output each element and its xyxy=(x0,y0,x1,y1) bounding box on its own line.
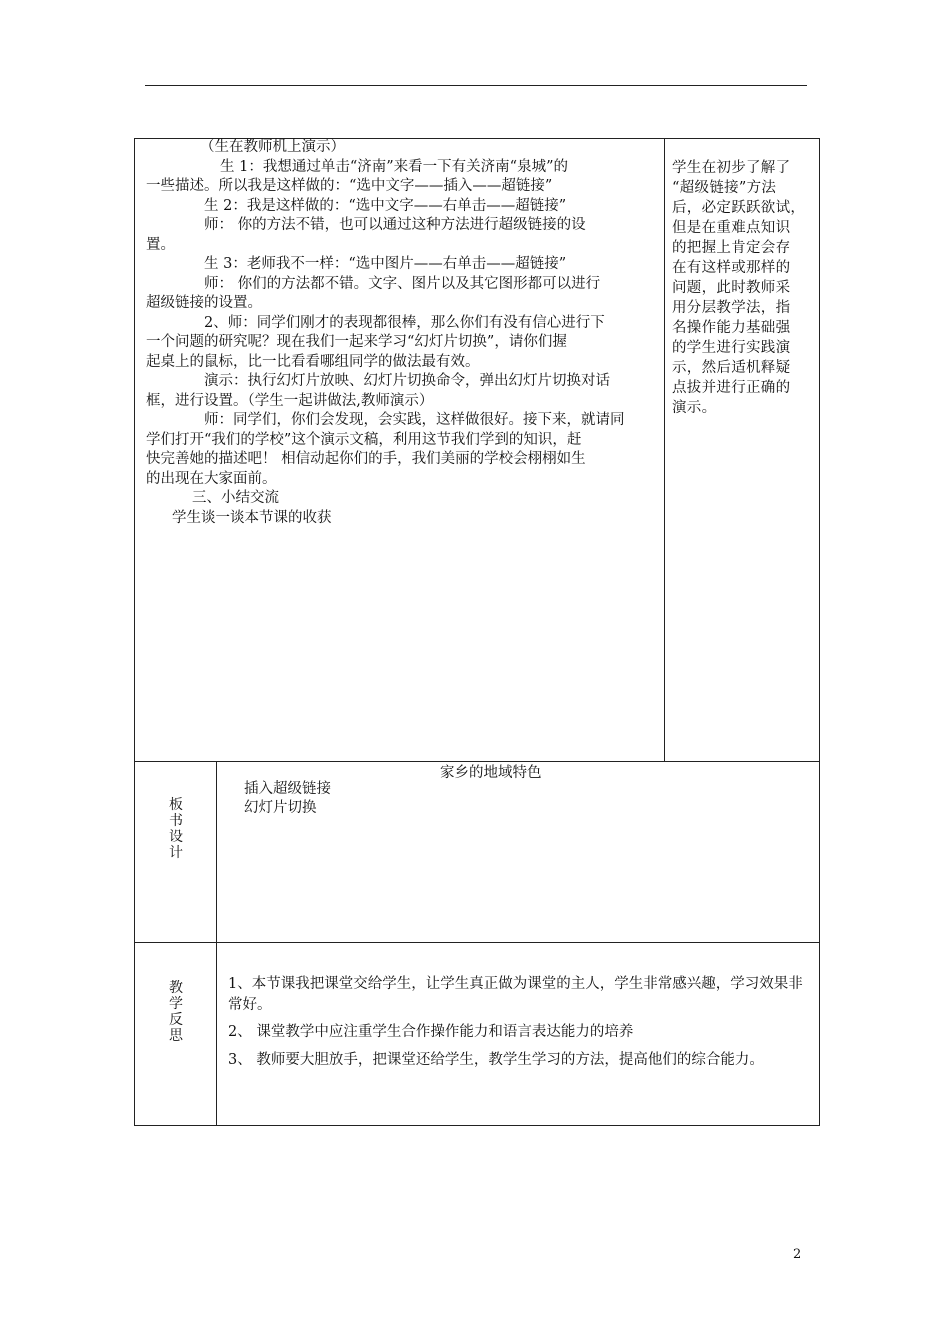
reflection-item: 1、本节课我把课堂交给学生，让学生真正做为课堂的主人，学生非常感兴趣，学习效果非常好。 xyxy=(228,976,803,1013)
board-design-label: 板书设计 xyxy=(169,797,183,861)
process-line: 起桌上的鼠标，比一比看看哪组同学的做法最有效。 xyxy=(146,353,480,370)
board-item: 插入超级链接 xyxy=(244,781,331,797)
process-line: 一个问题的研究呢？现在我们一起来学习“幻灯片切换”，请你们握 xyxy=(146,334,567,350)
table-divider-reflection xyxy=(134,942,820,943)
process-line: 学生谈一谈本节课的收获 xyxy=(172,509,332,526)
note-line: 的学生进行实践演 xyxy=(672,340,791,356)
page-number: 2 xyxy=(793,1247,802,1262)
note-line: 问题，此时教师采 xyxy=(672,280,791,296)
process-line: 三、小结交流 xyxy=(192,490,279,506)
reflection-label: 教学反思 xyxy=(169,980,183,1044)
process-line: 框，进行设置。（学生一起讲做法,教师演示） xyxy=(146,392,434,409)
table-divider-notes xyxy=(664,138,665,761)
process-line: 演示：执行幻灯片放映、幻灯片切换命令，弹出幻灯片切换对话 xyxy=(204,373,610,389)
board-item: 幻灯片切换 xyxy=(244,800,317,816)
note-line: 名操作能力基础强 xyxy=(672,320,791,336)
process-line: 超级链接的设置。 xyxy=(146,295,262,311)
process-line: 快完善她的描述吧！ 相信动起你们的手，我们美丽的学校会栩栩如生 xyxy=(146,451,586,467)
teaching-process-text xyxy=(146,138,658,528)
table-divider-board xyxy=(134,761,820,762)
process-line: 师： 你们的方法都不错。文字、图片以及其它图形都可以进行 xyxy=(204,275,601,292)
note-line: 后，必定跃跃欲试， xyxy=(672,200,806,216)
reflection-item: 2、 课堂教学中应注重学生合作操作能力和语言表达能力的培养 xyxy=(228,1024,634,1040)
note-line: 示，然后适机释疑 xyxy=(672,360,791,376)
process-line: 生 1：我想通过单击“济南”来看一下有关济南“泉城”的 xyxy=(220,158,568,175)
note-line: 学生在初步了解了 xyxy=(672,160,791,176)
process-line: 的出现在大家面前。 xyxy=(146,470,277,487)
process-line: 师： 你的方法不错，也可以通过这种方法进行超级链接的设 xyxy=(204,217,586,233)
process-line: （生在教师机上演示） xyxy=(200,139,345,155)
process-line: 生 2：我是这样做的：“选中文字——右单击——超链接” xyxy=(204,197,567,214)
note-line: 演示。 xyxy=(672,400,717,416)
table-divider-label-column xyxy=(216,761,217,1126)
header-rule xyxy=(145,85,807,86)
note-line: 用分层教学法，指 xyxy=(672,300,791,316)
note-line: 但是在重难点知识 xyxy=(672,220,791,236)
reflection-item: 3、 教师要大胆放手，把课堂还给学生，教学生学习的方法，提高他们的综合能力。 xyxy=(228,1052,764,1068)
board-title: 家乡的地域特色 xyxy=(440,765,542,781)
process-line: 置。 xyxy=(146,236,175,253)
process-line: 师：同学们，你们会发现，会实践，这样做很好。接下来，就请同 xyxy=(204,412,625,428)
process-line: 一些描述。所以我是这样做的：“选中文字——插入——超链接” xyxy=(146,178,553,194)
note-line: 的把握上肯定会存 xyxy=(672,240,791,256)
note-line: 点拔并进行正确的 xyxy=(672,380,791,396)
process-line: 学们打开“我们的学校”这个演示文稿，利用这节我们学到的知识，赶 xyxy=(146,431,582,448)
design-intent-note xyxy=(672,158,814,418)
process-line: 2、师：同学们刚才的表现都很棒，那么你们有没有信心进行下 xyxy=(204,314,605,331)
process-line: 生 3：老师我不一样：“选中图片——右单击——超链接” xyxy=(204,256,567,272)
note-line: “超级链接”方法 xyxy=(672,180,777,196)
note-line: 在有这样或那样的 xyxy=(672,260,791,276)
